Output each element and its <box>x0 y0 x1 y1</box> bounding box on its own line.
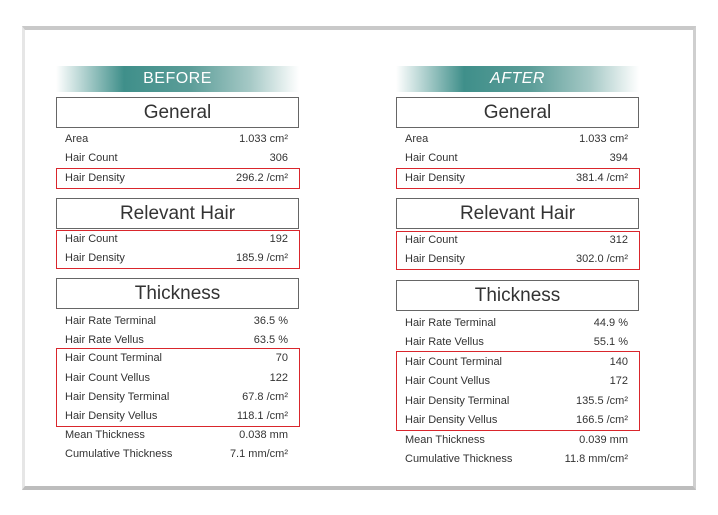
row-label: Mean Thickness <box>405 434 485 446</box>
row-value: 296.2 /cm² <box>236 172 288 184</box>
row-label: Area <box>65 133 89 145</box>
row-value: 63.5 % <box>253 334 288 346</box>
row-label: Hair Rate Terminal <box>405 317 496 329</box>
row-value: 7.1 mm/cm² <box>229 448 288 460</box>
before-relevant-highlight <box>56 230 300 269</box>
row-label: Hair Density Terminal <box>405 395 510 407</box>
row-value: 394 <box>609 152 628 164</box>
row-value: 67.8 /cm² <box>242 391 288 403</box>
after-banner: AFTER <box>396 66 639 92</box>
row-label: Hair Density <box>405 172 465 184</box>
row-label: Hair Count Terminal <box>405 356 503 368</box>
row-label: Cumulative Thickness <box>65 448 173 460</box>
row-value: 172 <box>609 375 628 387</box>
row-label: Hair Count Terminal <box>65 352 163 364</box>
row-label: Hair Density Vellus <box>65 410 158 422</box>
row-label: Hair Density <box>65 172 125 184</box>
row-value: 55.1 % <box>593 336 628 348</box>
row-label: Hair Count <box>65 152 118 164</box>
before-general-title: General <box>56 97 299 128</box>
after-general-highlight <box>396 168 640 189</box>
row-value: 118.1 /cm² <box>236 410 288 422</box>
after-thickness-highlight <box>396 351 640 431</box>
row-value: 140 <box>609 356 628 368</box>
after-thickness-row <box>396 431 640 450</box>
row-value: 0.039 mm <box>579 434 628 446</box>
row-value: 192 <box>269 233 288 245</box>
row-value: 44.9 % <box>593 317 628 329</box>
row-label: Hair Rate Terminal <box>65 315 156 327</box>
before-general-highlight <box>56 168 300 189</box>
after-relevant-highlight <box>396 231 640 270</box>
row-label: Hair Count <box>405 152 458 164</box>
after-thickness-row <box>396 450 640 469</box>
row-label: Hair Density Terminal <box>65 391 170 403</box>
row-value: 185.9 /cm² <box>236 252 288 264</box>
row-value: 312 <box>609 234 628 246</box>
after-thickness-row <box>396 314 640 333</box>
row-label: Hair Rate Vellus <box>65 334 144 346</box>
before-thickness-row <box>56 426 300 445</box>
row-label: Area <box>405 133 429 145</box>
row-value: 0.038 mm <box>239 429 288 441</box>
row-label: Hair Count <box>405 234 458 246</box>
before-general-row <box>56 149 300 168</box>
after-thickness-title: Thickness <box>396 280 639 311</box>
before-banner: BEFORE <box>56 66 299 92</box>
row-value: 381.4 /cm² <box>576 172 628 184</box>
row-label: Hair Count <box>65 233 118 245</box>
row-label: Hair Density Vellus <box>405 414 498 426</box>
row-value: 1.033 cm² <box>239 133 288 145</box>
row-label: Hair Count Vellus <box>65 372 150 384</box>
row-label: Hair Density <box>405 253 465 265</box>
before-thickness-row <box>56 312 300 331</box>
before-thickness-title: Thickness <box>56 278 299 309</box>
row-label: Mean Thickness <box>65 429 145 441</box>
after-thickness-row <box>396 333 640 352</box>
row-value: 1.033 cm² <box>579 133 628 145</box>
after-general-row <box>396 130 640 149</box>
before-thickness-highlight <box>56 348 300 427</box>
row-label: Hair Rate Vellus <box>405 336 484 348</box>
row-value: 11.8 mm/cm² <box>564 453 628 465</box>
row-label: Cumulative Thickness <box>405 453 513 465</box>
row-value: 135.5 /cm² <box>576 395 628 407</box>
row-value: 306 <box>269 152 288 164</box>
after-general-title: General <box>396 97 639 128</box>
after-relevant-title: Relevant Hair <box>396 198 639 229</box>
row-value: 36.5 % <box>253 315 288 327</box>
row-value: 302.0 /cm² <box>576 253 628 265</box>
before-thickness-row <box>56 445 300 464</box>
row-label: Hair Density <box>65 252 125 264</box>
row-value: 166.5 /cm² <box>576 414 628 426</box>
before-general-row <box>56 130 300 149</box>
before-relevant-title: Relevant Hair <box>56 198 299 229</box>
row-label: Hair Count Vellus <box>405 375 490 387</box>
row-value: 70 <box>275 352 288 364</box>
row-value: 122 <box>269 372 288 384</box>
after-general-row <box>396 149 640 168</box>
